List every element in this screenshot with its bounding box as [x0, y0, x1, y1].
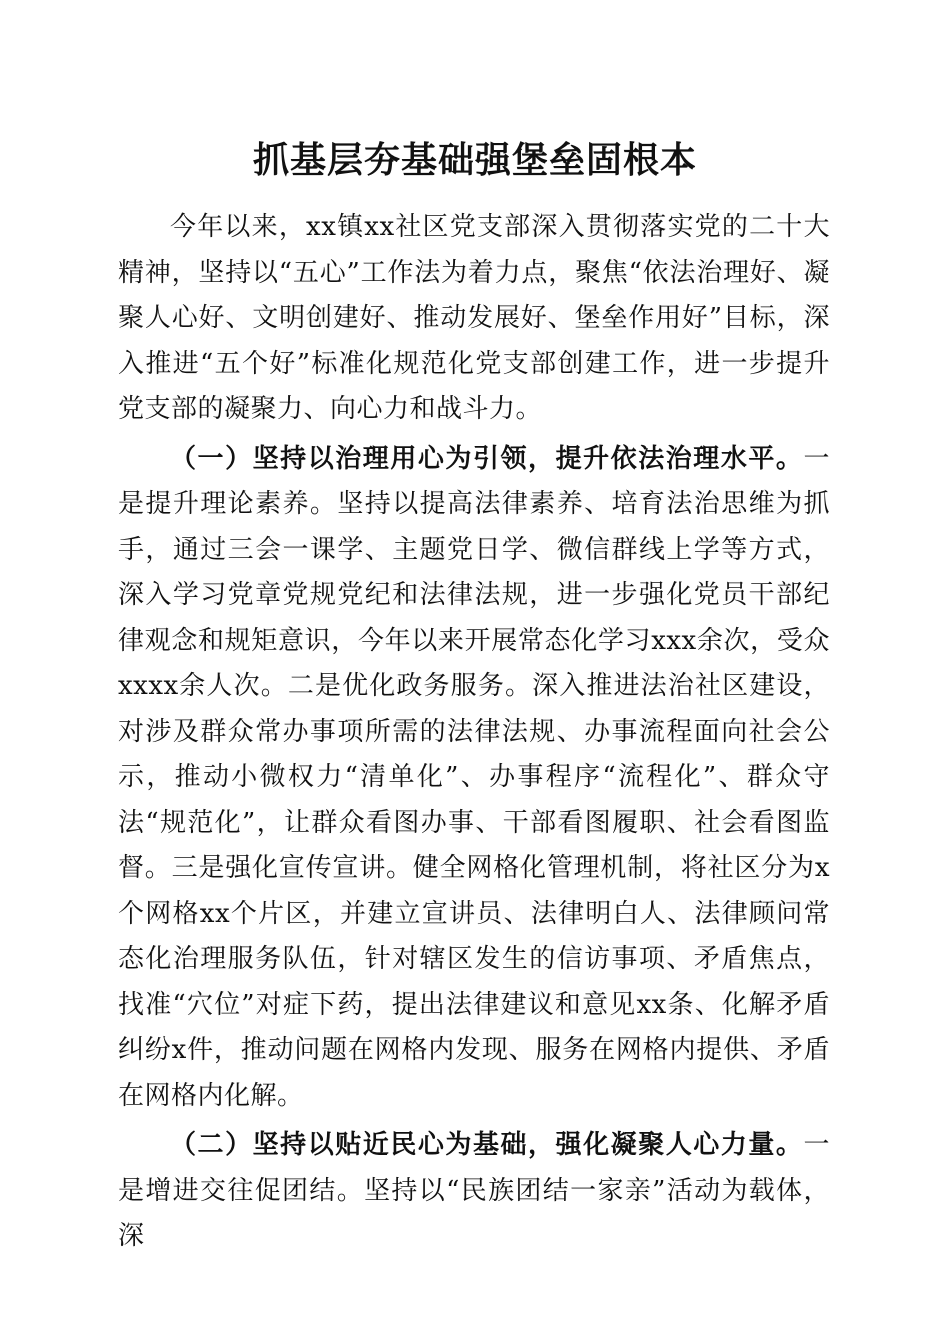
paragraph-lead: （一）坚持以治理用心为引领，提升依法治理水平。: [170, 443, 804, 474]
paragraph-section-2: [118, 1123, 830, 1260]
paragraph-text: 一是提升理论素养。坚持以提高法律素养、培育法治思维为抓手，通过三会一课学、主题党日学、微信群线上学等方式，深入学习党章党规党纪和法律法规，进一步强化党员干部纪律观念和规矩意识，今年以来开展常态化学习xxx余次，受众xxxx余人次。二是优化政务服务。深入推进法治社区建设，对涉及群众常办事项所需的法律法规、办事流程面向社会公示，推动小微权力“清单化”、办事程序“流程化”、群众守法“规范化”，让群众看图办事、干部看图履职、社会看图监督。三是强化宣传宣讲。健全网格化管理机制，将社区分为x个网格xx个片区，并建立宣讲员、法律明白人、法律顾问常态化治理服务队伍，针对辖区发生的信访事项、矛盾焦点，找准“穴位”对症下药，提出法律建议和意见xx条、化解矛盾纠纷x件，推动问题在网格内发现、服务在网格内提供、矛盾在网格内化解。: [118, 443, 830, 1111]
paragraph-text: 一是增进交往促团结。坚持以“民族团结一家亲”活动为载体，深: [118, 1130, 830, 1251]
paragraph-intro: [118, 205, 830, 433]
document-title: 抓基层夯基础强堡垒固根本: [252, 139, 697, 181]
paragraph-text: 今年以来，xx镇xx社区党支部深入贯彻落实党的二十大精神，坚持以“五心”工作法为着力点，聚焦“依法治理好、凝聚人心好、文明创建好、推动发展好、堡垒作用好”目标，深入推进“五个好”标准化规范化党支部创建工作，进一步提升党支部的凝聚力、向心力和战斗力。: [118, 212, 830, 424]
paragraph-section-1: [118, 437, 830, 1120]
paragraph-lead: （二）坚持以贴近民心为基础，强化凝聚人心力量。: [170, 1130, 804, 1160]
document-body: [118, 205, 830, 1260]
